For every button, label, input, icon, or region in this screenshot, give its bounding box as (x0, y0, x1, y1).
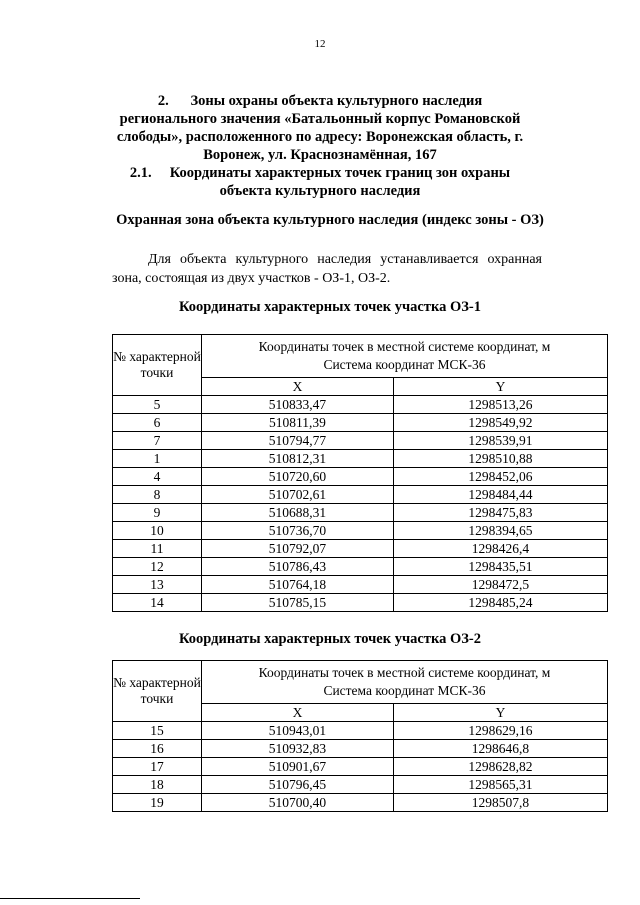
cell-point-number: 13 (113, 576, 202, 594)
header-coords-line2: Система координат МСК-36 (323, 683, 486, 698)
cell-point-number: 17 (113, 758, 202, 776)
cell-x: 510943,01 (202, 722, 394, 740)
table-row (113, 450, 608, 468)
cell-point-number: 14 (113, 594, 202, 612)
header-y: Y (393, 378, 607, 396)
table-header-row (113, 335, 608, 378)
cell-x: 510786,43 (202, 558, 394, 576)
header-x: X (202, 704, 394, 722)
table-row (113, 504, 608, 522)
cell-y: 1298549,92 (393, 414, 607, 432)
coordinates-table-oz1 (112, 334, 608, 612)
cell-y: 1298628,82 (393, 758, 607, 776)
table2-body (113, 722, 608, 812)
table-row (113, 486, 608, 504)
table-row (113, 776, 608, 794)
cell-x: 510764,18 (202, 576, 394, 594)
cell-x: 510736,70 (202, 522, 394, 540)
table-row (113, 468, 608, 486)
cell-y: 1298435,51 (393, 558, 607, 576)
cell-y: 1298485,24 (393, 594, 607, 612)
table-row (113, 396, 608, 414)
zone-heading: Охранная зона объекта культурного наследия (индекс зоны - ОЗ) (116, 212, 544, 228)
cell-y: 1298507,8 (393, 794, 607, 812)
cell-point-number: 19 (113, 794, 202, 812)
header-coords-line1: Координаты точек в местной системе координат, м (258, 665, 551, 680)
cell-x: 510700,40 (202, 794, 394, 812)
cell-y: 1298513,26 (393, 396, 607, 414)
header-point-number: № характерной точки (113, 335, 202, 396)
cell-point-number: 5 (113, 396, 202, 414)
cell-point-number: 18 (113, 776, 202, 794)
cell-x: 510796,45 (202, 776, 394, 794)
header-coordinates (202, 661, 608, 704)
section-2-title: Зоны охраны объекта культурного наследия регионального значения «Батальонный корпус Романовской слободы», расположенного по адресу: Воронежская область, г. Воронеж, ул. Краснознамённая, 167 (116, 93, 524, 163)
cell-x: 510720,60 (202, 468, 394, 486)
cell-point-number: 12 (113, 558, 202, 576)
table-row (113, 758, 608, 776)
section-2-1-heading (110, 164, 530, 200)
table-row (113, 558, 608, 576)
cell-y: 1298565,31 (393, 776, 607, 794)
header-x: X (202, 378, 394, 396)
header-y: Y (393, 704, 607, 722)
table-row (113, 576, 608, 594)
table-row (113, 522, 608, 540)
header-coords-line2: Система координат МСК-36 (323, 357, 486, 372)
footer-rule (0, 898, 140, 899)
table-row (113, 414, 608, 432)
coordinates-table-oz2 (112, 660, 608, 812)
section-2-heading (110, 92, 530, 164)
cell-x: 510688,31 (202, 504, 394, 522)
cell-point-number: 1 (113, 450, 202, 468)
table-row (113, 594, 608, 612)
cell-point-number: 7 (113, 432, 202, 450)
cell-point-number: 6 (113, 414, 202, 432)
cell-y: 1298472,5 (393, 576, 607, 594)
cell-y: 1298646,8 (393, 740, 607, 758)
section-2-number: 2. (157, 93, 169, 109)
cell-y: 1298539,91 (393, 432, 607, 450)
table1-caption: Координаты характерных точек участка ОЗ-1 (179, 299, 481, 315)
cell-y: 1298475,83 (393, 504, 607, 522)
header-coordinates (202, 335, 608, 378)
page-number: 12 (314, 38, 326, 50)
zone-paragraph: Для объекта культурного наследия устанавливается охранная зона, состоящая из двух участков - ОЗ-1, ОЗ-2. (112, 252, 542, 286)
cell-y: 1298510,88 (393, 450, 607, 468)
header-coords-line1: Координаты точек в местной системе координат, м (258, 339, 551, 354)
table-row (113, 740, 608, 758)
table2-caption: Координаты характерных точек участка ОЗ-2 (179, 631, 481, 647)
table-header-row (113, 661, 608, 704)
header-point-number: № характерной точки (113, 661, 202, 722)
cell-x: 510785,15 (202, 594, 394, 612)
cell-point-number: 8 (113, 486, 202, 504)
cell-y: 1298629,16 (393, 722, 607, 740)
table-row (113, 432, 608, 450)
section-2-1-number: 2.1. (129, 165, 152, 181)
cell-point-number: 4 (113, 468, 202, 486)
cell-x: 510932,83 (202, 740, 394, 758)
section-2-1-title: Координаты характерных точек границ зон охраны объекта культурного наследия (169, 165, 511, 199)
table1-body (113, 396, 608, 612)
cell-y: 1298484,44 (393, 486, 607, 504)
table-row (113, 722, 608, 740)
cell-x: 510901,67 (202, 758, 394, 776)
cell-y: 1298394,65 (393, 522, 607, 540)
cell-x: 510702,61 (202, 486, 394, 504)
cell-x: 510811,39 (202, 414, 394, 432)
table-row (113, 794, 608, 812)
cell-x: 510812,31 (202, 450, 394, 468)
cell-point-number: 9 (113, 504, 202, 522)
table-row (113, 540, 608, 558)
cell-x: 510833,47 (202, 396, 394, 414)
cell-point-number: 16 (113, 740, 202, 758)
cell-x: 510794,77 (202, 432, 394, 450)
cell-y: 1298426,4 (393, 540, 607, 558)
cell-point-number: 10 (113, 522, 202, 540)
cell-point-number: 15 (113, 722, 202, 740)
cell-x: 510792,07 (202, 540, 394, 558)
cell-point-number: 11 (113, 540, 202, 558)
cell-y: 1298452,06 (393, 468, 607, 486)
